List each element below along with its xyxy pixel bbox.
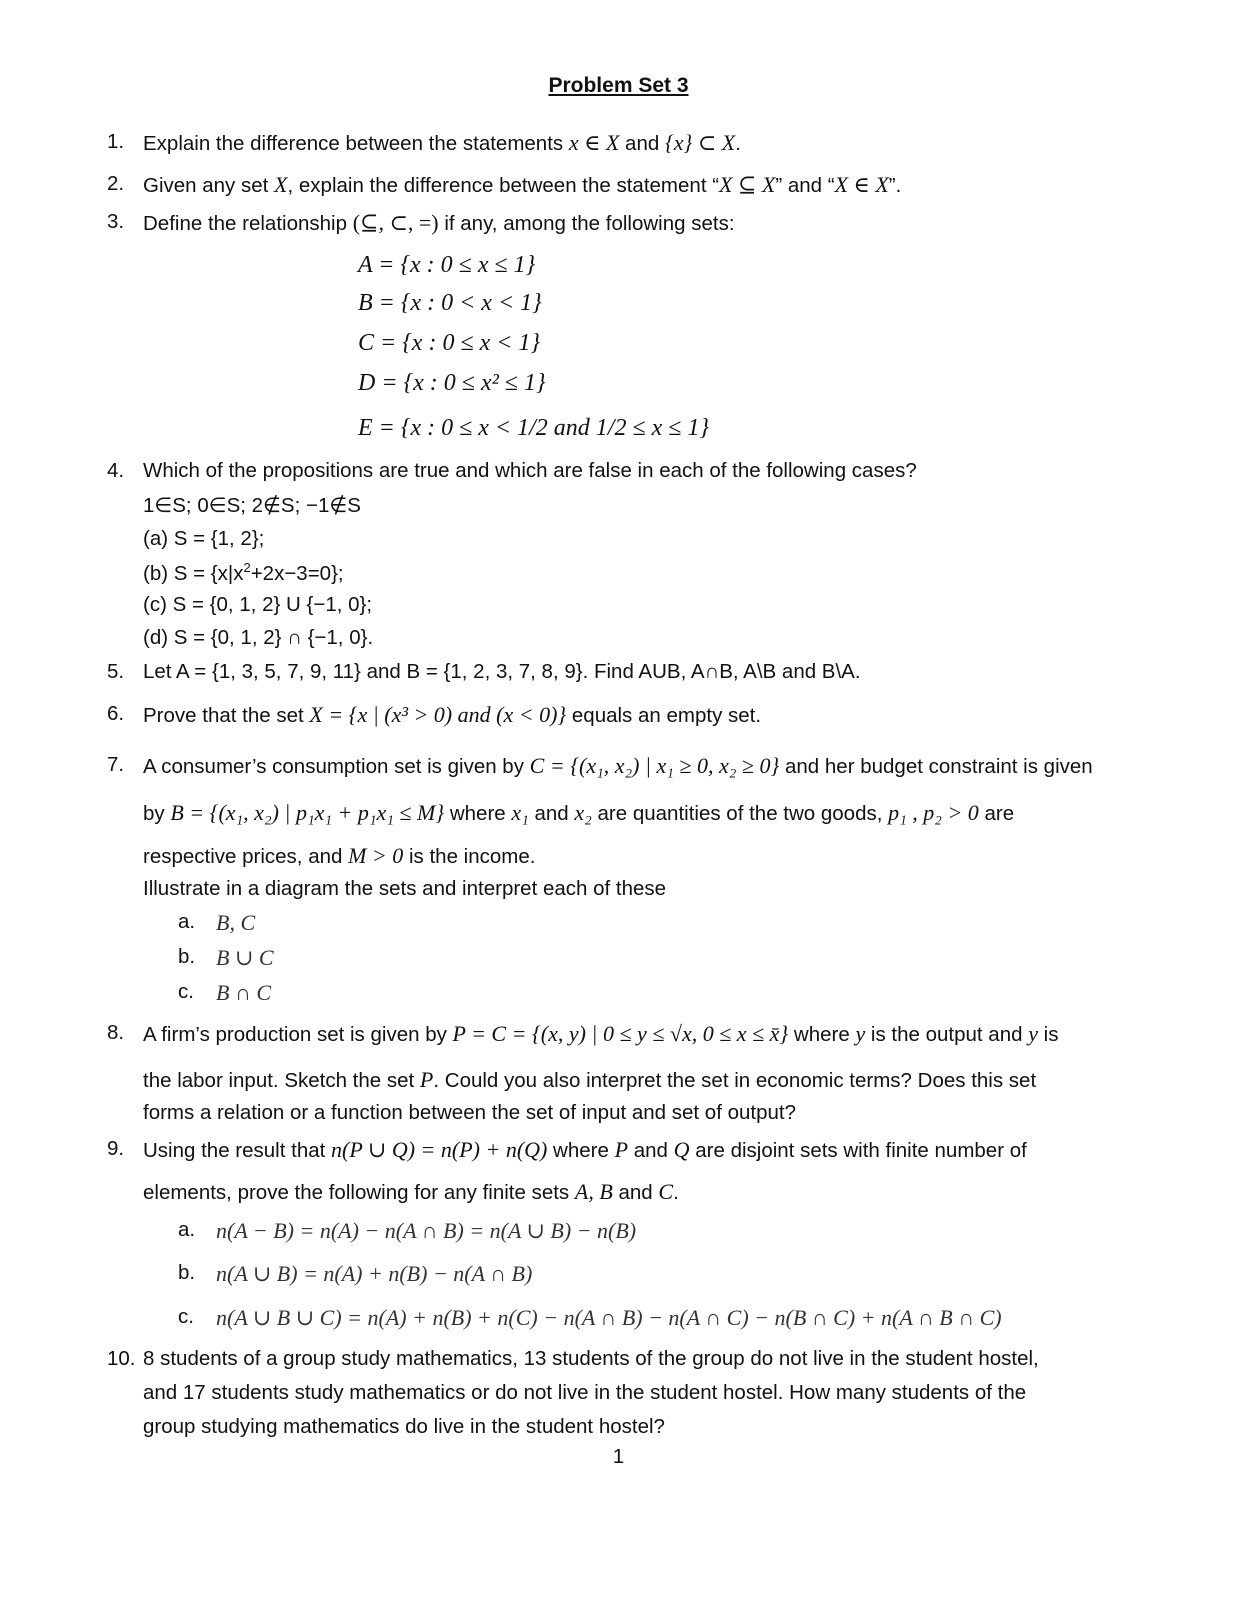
math-expression: {x} ⊂ X	[664, 130, 736, 155]
question-number: 4.	[107, 459, 125, 482]
question-text: ” and “	[775, 174, 835, 197]
set-e-definition: E = {x : 0 ≤ x < 1/2 and 1/2 ≤ x ≤ 1}	[358, 415, 710, 441]
subitem-label: a.	[178, 1218, 196, 1241]
q7-subitem	[178, 910, 255, 936]
question-number: 3.	[107, 210, 125, 233]
math-expression: C	[658, 1179, 674, 1204]
math-expression: P = C = {(x, y) | 0 ≤ y ≤ √x, 0 ≤ x ≤ x̄}	[452, 1021, 789, 1046]
question-text: where	[444, 802, 512, 825]
superscript: 2	[243, 560, 251, 575]
question-text: 8 students of a group study mathematics, 13 students of the group do not live in the student hostel,	[143, 1347, 1039, 1370]
question-9-line-2	[143, 1179, 679, 1205]
question-8	[107, 1021, 1142, 1047]
question-text: Which of the propositions are true and which are false in each of the following cases?	[143, 459, 917, 482]
math-expression: y	[855, 1021, 866, 1046]
question-text: and	[628, 1139, 674, 1162]
question-10	[107, 1347, 1142, 1371]
question-text: elements, prove the following for any finite sets	[143, 1181, 575, 1204]
question-text: .	[673, 1181, 679, 1204]
question-number: 8.	[107, 1021, 125, 1044]
question-text: and	[612, 1181, 659, 1204]
question-text: Let A = {1, 3, 5, 7, 9, 11} and B = {1, 2, 3, 7, 8, 9}. Find AUB, A∩B, A\B and B\A.	[143, 660, 861, 683]
question-3	[107, 210, 1142, 236]
question-text: .	[735, 132, 741, 155]
question-4	[107, 459, 1142, 483]
question-text: is the output and	[865, 1023, 1029, 1046]
q9-subitem	[178, 1305, 1002, 1331]
math-expression: A, B	[574, 1179, 613, 1204]
math-expression: Q	[673, 1137, 690, 1162]
question-5	[107, 660, 1142, 684]
question-text: and	[619, 132, 665, 155]
question-text: and her budget constraint is given	[779, 755, 1093, 778]
question-number: 2.	[107, 172, 125, 195]
question-7-line-4: Illustrate in a diagram the sets and interpret each of these	[143, 877, 667, 900]
question-text: and	[528, 802, 575, 825]
question-10-line-3: group studying mathematics do live in the student hostel?	[143, 1415, 665, 1438]
subitem-body: n(A ∪ B) = n(A) + n(B) − n(A ∩ B)	[216, 1261, 533, 1286]
q9-subitem	[178, 1218, 636, 1244]
set-d-definition: D = {x : 0 ≤ x² ≤ 1}	[358, 370, 546, 396]
math-expression: X = {x | (x³ > 0) and (x < 0)}	[309, 702, 567, 727]
question-text: if any, among the following sets:	[438, 212, 735, 235]
question-text: is the income.	[403, 845, 536, 868]
question-number: 7.	[107, 753, 125, 776]
propositions: 1∈S; 0∈S; 2∉S; −1∉S	[143, 494, 361, 517]
question-text: Explain the difference between the statements	[143, 132, 569, 155]
question-2	[107, 172, 1142, 198]
set-a-definition: A = {x : 0 ≤ x ≤ 1}	[358, 252, 536, 278]
question-text: Using the result that	[143, 1139, 332, 1162]
question-text: are quantities of the two goods,	[591, 802, 889, 825]
case-a: (a) S = {1, 2};	[143, 527, 265, 550]
subitem-label: b.	[178, 1261, 196, 1284]
question-8-line-2	[143, 1067, 1036, 1093]
case-d: (d) S = {0, 1, 2} ∩ {−1, 0}.	[143, 626, 374, 649]
question-9	[107, 1137, 1142, 1163]
question-number: 6.	[107, 702, 125, 725]
subitem-body: n(A ∪ B ∪ C) = n(A) + n(B) + n(C) − n(A ∩ B) − n(A ∩ C) − n(B ∩ C) + n(A ∩ B ∩ C)	[216, 1305, 1002, 1330]
page-number: 1	[612, 1445, 625, 1468]
question-number: 5.	[107, 660, 125, 683]
question-text: the labor input. Sketch the set	[143, 1069, 420, 1092]
math-expression: P	[419, 1067, 434, 1092]
subitem-body: B ∪ C	[216, 945, 274, 970]
question-1	[107, 130, 1142, 156]
question-text: A firm’s production set is given by	[143, 1023, 453, 1046]
question-text: ”.	[888, 174, 902, 197]
q7-subitem	[178, 980, 271, 1006]
subitem-label: c.	[178, 1305, 194, 1328]
case-b	[143, 560, 344, 586]
subitem-body: B ∩ C	[216, 980, 271, 1005]
math-expression: X ∈ X	[834, 172, 889, 197]
question-7-line-2	[143, 800, 1141, 826]
math-expression: x₂	[574, 800, 592, 825]
subitem-label: c.	[178, 980, 194, 1003]
math-expression: C = {(x₁, x₂) | x₁ ≥ 0, x₂ ≥ 0}	[529, 753, 780, 778]
question-7	[107, 753, 1142, 779]
math-expression: M > 0	[348, 843, 404, 868]
question-text: Prove that the set	[143, 704, 310, 727]
question-text: Define the relationship	[143, 212, 353, 235]
question-number: 9.	[107, 1137, 125, 1160]
math-expression: X ⊆ X	[719, 172, 776, 197]
math-expression: x₁	[511, 800, 529, 825]
set-c-definition: C = {x : 0 ≤ x < 1}	[358, 330, 541, 356]
question-text: , explain the difference between the statement “	[287, 174, 720, 197]
question-number: 1.	[107, 130, 125, 153]
page-title: Problem Set 3	[548, 74, 689, 97]
question-text: respective prices, and	[143, 845, 349, 868]
case-b-text: +2x−3=0};	[250, 561, 344, 585]
question-6	[107, 702, 1142, 728]
question-number: 10.	[107, 1347, 136, 1370]
q7-subitem	[178, 945, 274, 971]
question-text: equals an empty set.	[566, 704, 762, 727]
question-text: are disjoint sets with finite number of	[689, 1139, 1027, 1162]
question-text: Given any set	[143, 174, 275, 197]
q9-subitem	[178, 1261, 532, 1287]
set-b-definition: B = {x : 0 < x < 1}	[358, 290, 542, 316]
math-expression: p₁ , p₂ > 0	[888, 800, 979, 825]
math-expression: X	[274, 172, 288, 197]
question-text: . Could you also interpret the set in economic terms? Does this set	[433, 1069, 1037, 1092]
subitem-label: a.	[178, 910, 196, 933]
subitem-body: B, C	[216, 910, 256, 935]
question-text: where	[788, 1023, 856, 1046]
math-expression: n(P ∪ Q) = n(P) + n(Q)	[331, 1137, 548, 1162]
question-7-line-3	[143, 843, 535, 869]
subitem-body: n(A − B) = n(A) − n(A ∩ B) = n(A ∪ B) − n(B)	[216, 1218, 637, 1243]
question-text: is	[1037, 1023, 1059, 1046]
case-c: (c) S = {0, 1, 2} U {−1, 0};	[143, 593, 373, 616]
question-text: are	[978, 802, 1015, 825]
question-10-line-2: and 17 students study mathematics or do not live in the student hostel. How many students of the	[143, 1381, 1027, 1404]
math-expression: x ∈ X	[568, 130, 620, 155]
case-b-text: (b) S = {x|x	[143, 561, 244, 585]
math-expression: y	[1028, 1021, 1038, 1046]
subitem-label: b.	[178, 945, 196, 968]
math-expression: B = {(x₁, x₂) | p₁x₁ + p₁x₁ ≤ M}	[170, 800, 445, 825]
question-text: where	[547, 1139, 615, 1162]
math-expression: (⊆, ⊂, =)	[352, 210, 439, 235]
question-8-line-3: forms a relation or a function between the set of input and set of output?	[143, 1101, 796, 1124]
question-text: A consumer’s consumption set is given by	[143, 755, 530, 778]
question-text: by	[143, 802, 171, 825]
math-expression: P	[614, 1137, 629, 1162]
